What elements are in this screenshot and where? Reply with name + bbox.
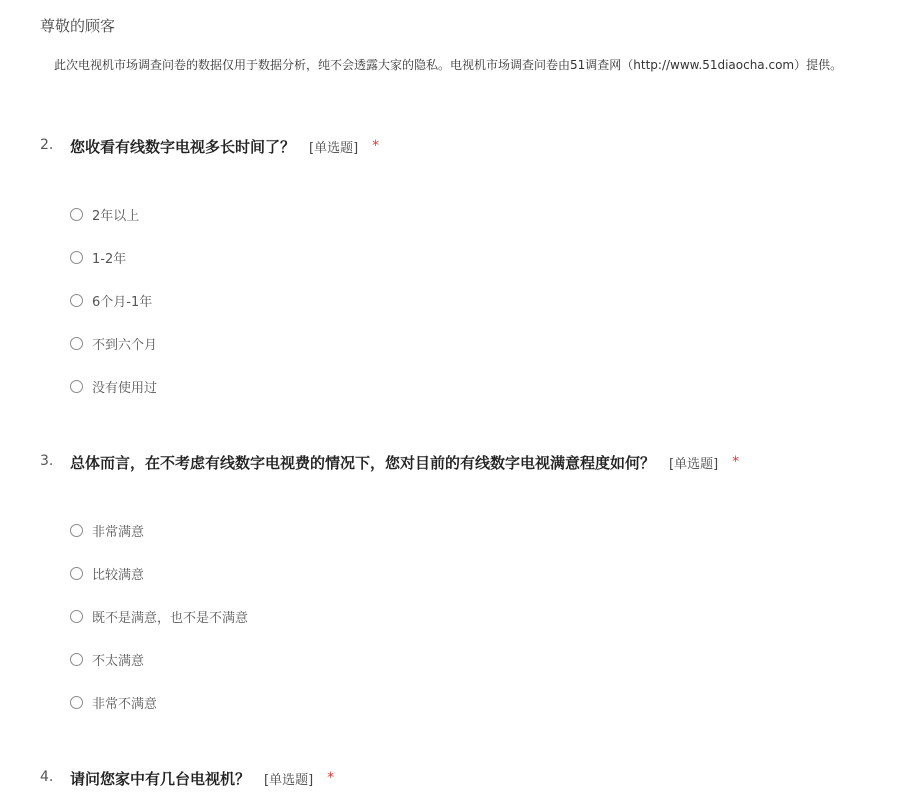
option-label: 非常满意 xyxy=(92,525,145,540)
radio-button[interactable] xyxy=(70,610,83,623)
question-number: 2. xyxy=(40,137,54,153)
option-neutral[interactable] xyxy=(70,595,248,638)
option-fairly-satisfied[interactable] xyxy=(70,552,248,595)
option-not-very-satisfied[interactable] xyxy=(70,638,248,681)
option-label: 既不是满意，也不是不满意 xyxy=(92,611,249,626)
option-label: 不到六个月 xyxy=(92,338,158,353)
question-number: 3. xyxy=(40,453,54,469)
question-number: 4. xyxy=(40,769,54,785)
options-list xyxy=(70,193,157,408)
option-label: 没有使用过 xyxy=(92,381,158,396)
radio-button[interactable] xyxy=(70,380,83,393)
question-2 xyxy=(0,133,900,396)
intro-text: 此次电视机市场调查问卷的数据仅用于数据分析，纯不会透露大家的隐私。电视机市场调查问卷由51调查网（http://www.51diaocha.com）提供。 xyxy=(54,58,843,72)
radio-button[interactable] xyxy=(70,337,83,350)
option-6-months-1-year[interactable] xyxy=(70,279,157,322)
option-very-dissatisfied[interactable] xyxy=(70,681,248,724)
radio-button[interactable] xyxy=(70,567,83,580)
required-marker: * xyxy=(372,138,380,154)
option-never-used[interactable] xyxy=(70,365,157,408)
option-label: 2年以上 xyxy=(92,209,140,224)
radio-button[interactable] xyxy=(70,524,83,537)
question-title-row xyxy=(70,765,334,791)
required-marker: * xyxy=(732,454,740,470)
question-header xyxy=(0,133,900,159)
option-1-2-years[interactable] xyxy=(70,236,157,279)
question-title: 请问您家中有几台电视机？ xyxy=(70,769,251,788)
option-label: 比较满意 xyxy=(92,568,145,583)
option-under-6-months[interactable] xyxy=(70,322,157,365)
option-2-years-plus[interactable] xyxy=(70,193,157,236)
options-list xyxy=(70,509,248,724)
question-title: 总体而言，在不考虑有线数字电视费的情况下，您对目前的有线数字电视满意程度如何？ xyxy=(70,453,656,472)
option-label: 非常不满意 xyxy=(92,697,158,712)
question-type-badge: [单选题] xyxy=(264,772,314,788)
question-header xyxy=(0,449,900,475)
radio-button[interactable] xyxy=(70,208,83,221)
question-type-badge: [单选题] xyxy=(669,456,719,472)
radio-button[interactable] xyxy=(70,251,83,264)
option-label: 不太满意 xyxy=(92,654,145,669)
option-label: 1-2年 xyxy=(92,252,127,267)
question-header xyxy=(0,765,900,791)
question-3 xyxy=(0,449,900,712)
question-title-row xyxy=(70,449,739,475)
required-marker: * xyxy=(327,770,335,786)
option-very-satisfied[interactable] xyxy=(70,509,248,552)
question-type-badge: [单选题] xyxy=(309,140,359,156)
question-title: 您收看有线数字电视多长时间了？ xyxy=(70,137,296,156)
radio-button[interactable] xyxy=(70,696,83,709)
question-title-row xyxy=(70,133,379,159)
greeting-heading: 尊敬的顾客 xyxy=(40,17,116,35)
question-4 xyxy=(0,765,900,791)
radio-button[interactable] xyxy=(70,653,83,666)
radio-button[interactable] xyxy=(70,294,83,307)
option-label: 6个月-1年 xyxy=(92,295,153,310)
